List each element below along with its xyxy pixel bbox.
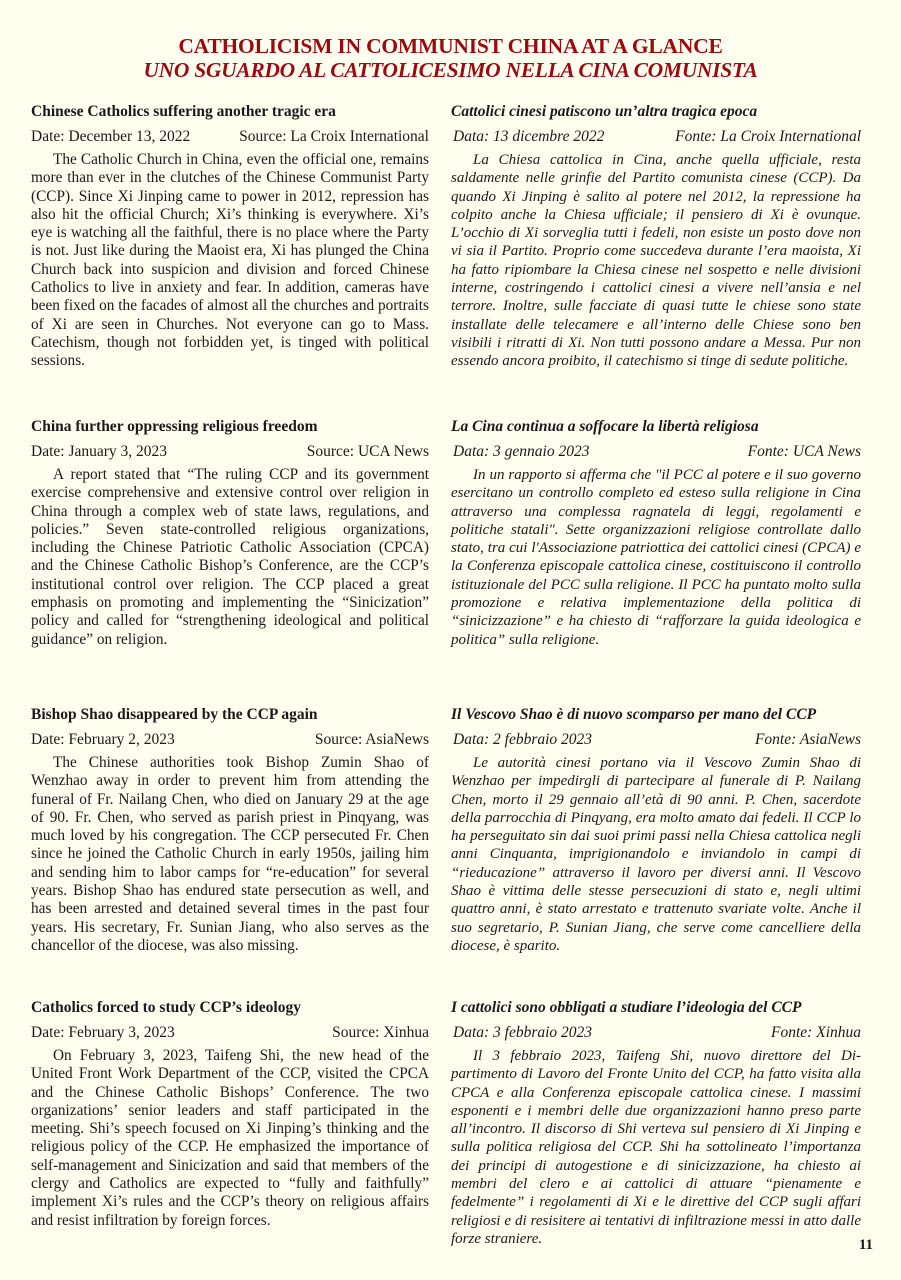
- article-source: Fonte: Xinhua: [771, 1024, 861, 1041]
- article-source: Source: La Croix International: [239, 128, 429, 145]
- page-title-english: CATHOLICISM IN COMMUNIST CHINA AT A GLANCE: [178, 34, 723, 58]
- article-en-1: [31, 103, 429, 371]
- article-headline: Catholics forced to study CCP’s ideology: [31, 999, 301, 1016]
- article-body: Il 3 febbraio 2023, Taifeng Shi, nuovo direttore del Dipartimento di Lavoro del Fronte Unito del CCP, ha fatto visita alla CPCA e alla Conferenza episcopale cattolica cinese. I massimi esponenti e i membri delle due organizzazioni hanno preso parte all’incontro. Il discorso di Shi verteva sul pensiero di Xi Jinping e sulla politica religiosa del CCP. Shi ha sottolineato l’importanza dei principi di autogestione e di sinicizzazione, ha chiesto ai membri del clero e ai cattolici di attuare “pienamente e fedelmente” i regolamenti di Xi e le direttive del CCP sugli affari religiosi e di resisitere ai tentativi di infiltrazione messi in atto dalle forze straniere.: [451, 1048, 861, 1247]
- article-meta: [31, 731, 429, 749]
- article-en-4: [31, 999, 429, 1230]
- article-headline: Il Vescovo Shao è di nuovo scomparso per mano del CCP: [451, 706, 817, 723]
- article-date: Date: January 3, 2023: [31, 443, 168, 460]
- article-body: The Chinese authorities took Bishop Zumin Shao of Wenzhao away in order to prevent him from attending the funeral of Fr. Nailang Chen, who died on January 29 at the age of 90. Fr. Chen, who served as parish priest in Pinqyang, was much loved by his congregation. The CCP persecuted Fr. Chen since he joined the Catholic Church in early 1950s, jailing him and sending him to labor camps for “re-education” for several years. Bishop Shao has endured state persecution as well, and has been arrested and detained several times in the past four years. His secretary, Fr. Sunian Jiang, who also serves as the chancellor of the diocese, was also missing.: [31, 754, 429, 954]
- article-source: Fonte: AsiaNews: [754, 731, 861, 748]
- article-source: Source: AsiaNews: [314, 731, 429, 748]
- article-meta: [31, 443, 429, 461]
- page-number: 11: [858, 1237, 873, 1253]
- article-body: In un rapporto si afferma che "il PCC al potere e il suo governo esercitano un controllo completo ed esteso sulla religione in Cina attraverso una complessa ragnatela di leggi, regolamenti e politiche statali". Sette organizzazioni religiose controllate dallo stato, tra cui l'Associazione patriottica dei cattolici cinesi (CPCA) e la Conferenza episcopale cattolica cinese, costituiscono il controllo istituzionale del PCC sulla religione. Il PCC ha puntato molto sulla promozione e relativa implementazione della politica di “sinicizzazione” e ha chiesto di “rafforzare la guida ideologica e politica” sulla religione.: [451, 467, 861, 648]
- article-source: Source: Xinhua: [332, 1024, 429, 1041]
- article-meta: [451, 443, 861, 461]
- article-headline: La Cina continua a soffocare la libertà religiosa: [451, 418, 759, 435]
- article-it-3: [451, 706, 861, 955]
- article-date: Date: February 3, 2023: [31, 1024, 175, 1041]
- article-headline: Bishop Shao disappeared by the CCP again: [31, 706, 318, 723]
- article-headline: I cattolici sono obbligati a studiare l’ideologia del CCP: [451, 999, 802, 1016]
- article-body: Le autorità cinesi portano via il Vescovo Zumin Shao di Wenzhao per impedirgli di partecipare al funerale di P. Nailang Chen, morto il 29 gennaio all’età di 90 anni. P. Chen, sacerdote della parrocchia di Pinqyang, era molto amato dai fedeli. Il CCP lo ha perseguitato sin dai suoi primi passi nella Chiesa cattolica negli anni Cinquanta, imprigionandolo e inviandolo in campi di “rieducazione” attraverso il lavoro per diversi anni. Il Vescovo Shao è vittima delle stesse persecuzioni di stato e, negli ultimi quattro anni, è stato arrestato e trattenuto svariate volte. Anche il suo segretario, P. Sunian Jiang, che serve come cancelliere della diocese, è sparito.: [451, 755, 861, 954]
- page-header: [0, 34, 901, 82]
- article-headline: Chinese Catholics suffering another tragic era: [31, 103, 336, 120]
- article-date: Data: 3 gennaio 2023: [453, 443, 590, 460]
- article-meta: [451, 731, 861, 749]
- article-date: Data: 3 febbraio 2023: [453, 1024, 593, 1041]
- page-title-italian: UNO SGUARDO AL CATTOLICESIMO NELLA CINA COMUNISTA: [143, 58, 758, 82]
- article-source: Fonte: UCA News: [747, 443, 861, 460]
- article-meta: [31, 1024, 429, 1042]
- article-meta: [451, 1024, 861, 1042]
- article-headline: Cattolici cinesi patiscono un’altra tragica epoca: [451, 103, 758, 120]
- article-body: The Catholic Church in China, even the official one, remains more than ever in the clutches of the Chinese Communist Party (CCP). Since Xi Jinping came to power in 2012, repression has also hit the official Church; Xi’s thinking is everywhere. Xi’s eye is watching all the faithful, there is no place where the Party is not. Just like during the Maoist era, Xi has plunged the China Church back into suspicion and division and forced Chinese Catholics to live in anxiety and fear. In addition, cameras have been fixed on the facades of almost all the churches and portraits of Xi are seen in Churches. Not everyone can go to Mass. Catechism, though not forbidden yet, is tinged with political sessions.: [31, 151, 429, 370]
- article-date: Data: 2 febbraio 2023: [453, 731, 593, 748]
- article-meta: [451, 128, 861, 146]
- article-date: Data: 13 dicembre 2022: [453, 128, 605, 145]
- article-body: La Chiesa cattolica in Cina, anche quella ufficiale, resta saldamente nelle grinfie del Partito comunista cinese (CCP). Da quando Xi Jinping è salito al potere nel 2012, la repressione ha colpito anche la Chiesa ufficiale; il pensiero di Xi è ovunque. L’occhio di Xi sorveglia tutti i fedeli, non esiste un posto dove non vi sia il Partito. Proprio come succedeva durante l’era maoista, Xi ha fatto ripiombare la Chiesa cinese nel sospetto e nelle divisioni interne, costringendo i cattolici cinesi a vivere nell’ansia e nel terrore. Inoltre, sulle facciate di quasi tutte le chiese sono state installate delle telecamere e all’interno delle Chiese sono ben visibili i ritratti di Xi. Non tutti possono andare a Messa. Pur non essendo ancora proibito, il catechismo si tinge di sedute politiche.: [451, 152, 861, 370]
- article-it-2: [451, 418, 861, 649]
- article-en-3: [31, 706, 429, 955]
- article-it-1: [451, 103, 861, 371]
- article-it-4: [451, 999, 861, 1248]
- article-date: Date: February 2, 2023: [31, 731, 175, 748]
- article-source: Source: UCA News: [306, 443, 429, 460]
- article-meta: [31, 128, 429, 146]
- article-en-2: [31, 418, 429, 649]
- article-body: On February 3, 2023, Taifeng Shi, the new head of the United Front Work Department of the CCP, visited the CPCA and the Chinese Catholic Bishops’ Conference. The two organizations’ senior leaders and staff participated in the meeting. Shi’s speech focused on Xi Jinping’s thinking and the religious policy of the CCP. He emphasized the importance of self-management and Sinicization and said that members of the clergy and Catholics are expected to “fully and faithfully” implement Xi’s rules and the CCP’s theory on religious affairs and resist infiltration by foreign forces.: [31, 1047, 429, 1229]
- article-date: Date: December 13, 2022: [31, 128, 191, 145]
- article-body: A report stated that “The ruling CCP and its government exercise comprehensive and extensive control over religion in China through a complex web of state laws, regulations, and policies.” Seven state-controlled religious organizations, including the Chinese Patriotic Catholic Association (CPCA) and the Chinese Catholic Bishop’s Conference, are the CCP’s institutional control over religion. The CCP placed a great emphasis on promoting and implementing the “Sinicization” policy and called for “strengthening ideological and political guidance” on religion.: [31, 466, 429, 648]
- article-source: Fonte: La Croix International: [675, 128, 861, 145]
- article-headline: China further oppressing religious freedom: [31, 418, 318, 435]
